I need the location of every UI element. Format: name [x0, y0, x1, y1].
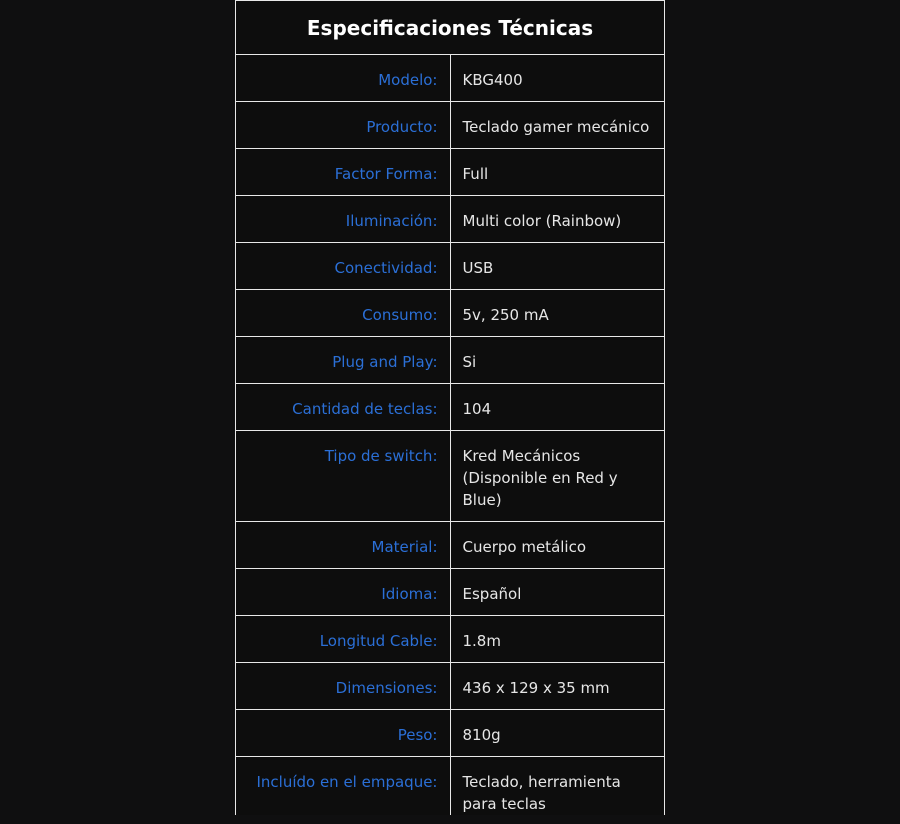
spec-label: Iluminación:	[236, 196, 451, 243]
table-header-row	[236, 1, 665, 55]
spec-row-iluminacion	[236, 196, 665, 243]
specifications-table	[235, 0, 665, 815]
spec-value: Kred Mecánicos (Disponible en Red y Blue)	[450, 431, 665, 522]
spec-label: Longitud Cable:	[236, 616, 451, 663]
spec-value: Español	[450, 569, 665, 616]
spec-label: Material:	[236, 522, 451, 569]
spec-row-dimensiones	[236, 663, 665, 710]
spec-label: Dimensiones:	[236, 663, 451, 710]
spec-value: 436 x 129 x 35 mm	[450, 663, 665, 710]
spec-label: Conectividad:	[236, 243, 451, 290]
spec-label: Modelo:	[236, 55, 451, 102]
spec-row-tipo-switch	[236, 431, 665, 522]
spec-label: Producto:	[236, 102, 451, 149]
spec-row-conectividad	[236, 243, 665, 290]
spec-value: Cuerpo metálico	[450, 522, 665, 569]
spec-label: Cantidad de teclas:	[236, 384, 451, 431]
spec-row-factor-forma	[236, 149, 665, 196]
spec-label: Incluído en el empaque:	[236, 757, 451, 816]
spec-row-incluido-empaque	[236, 757, 665, 816]
spec-value: 104	[450, 384, 665, 431]
spec-row-modelo	[236, 55, 665, 102]
spec-row-producto	[236, 102, 665, 149]
spec-row-consumo	[236, 290, 665, 337]
spec-label: Idioma:	[236, 569, 451, 616]
spec-value: KBG400	[450, 55, 665, 102]
spec-value: Teclado gamer mecánico	[450, 102, 665, 149]
spec-row-material	[236, 522, 665, 569]
spec-value: Multi color (Rainbow)	[450, 196, 665, 243]
spec-row-peso	[236, 710, 665, 757]
spec-label: Consumo:	[236, 290, 451, 337]
spec-row-longitud-cable	[236, 616, 665, 663]
spec-value: 5v, 250 mA	[450, 290, 665, 337]
spec-value: Si	[450, 337, 665, 384]
spec-row-plug-and-play	[236, 337, 665, 384]
spec-value: Full	[450, 149, 665, 196]
spec-row-cantidad-teclas	[236, 384, 665, 431]
spec-value: 810g	[450, 710, 665, 757]
spec-row-idioma	[236, 569, 665, 616]
spec-value: USB	[450, 243, 665, 290]
spec-label: Peso:	[236, 710, 451, 757]
table-title: Especificaciones Técnicas	[236, 1, 665, 55]
spec-value: Teclado, herramienta para teclas	[450, 757, 665, 816]
spec-label: Plug and Play:	[236, 337, 451, 384]
spec-label: Factor Forma:	[236, 149, 451, 196]
spec-label: Tipo de switch:	[236, 431, 451, 522]
spec-value: 1.8m	[450, 616, 665, 663]
